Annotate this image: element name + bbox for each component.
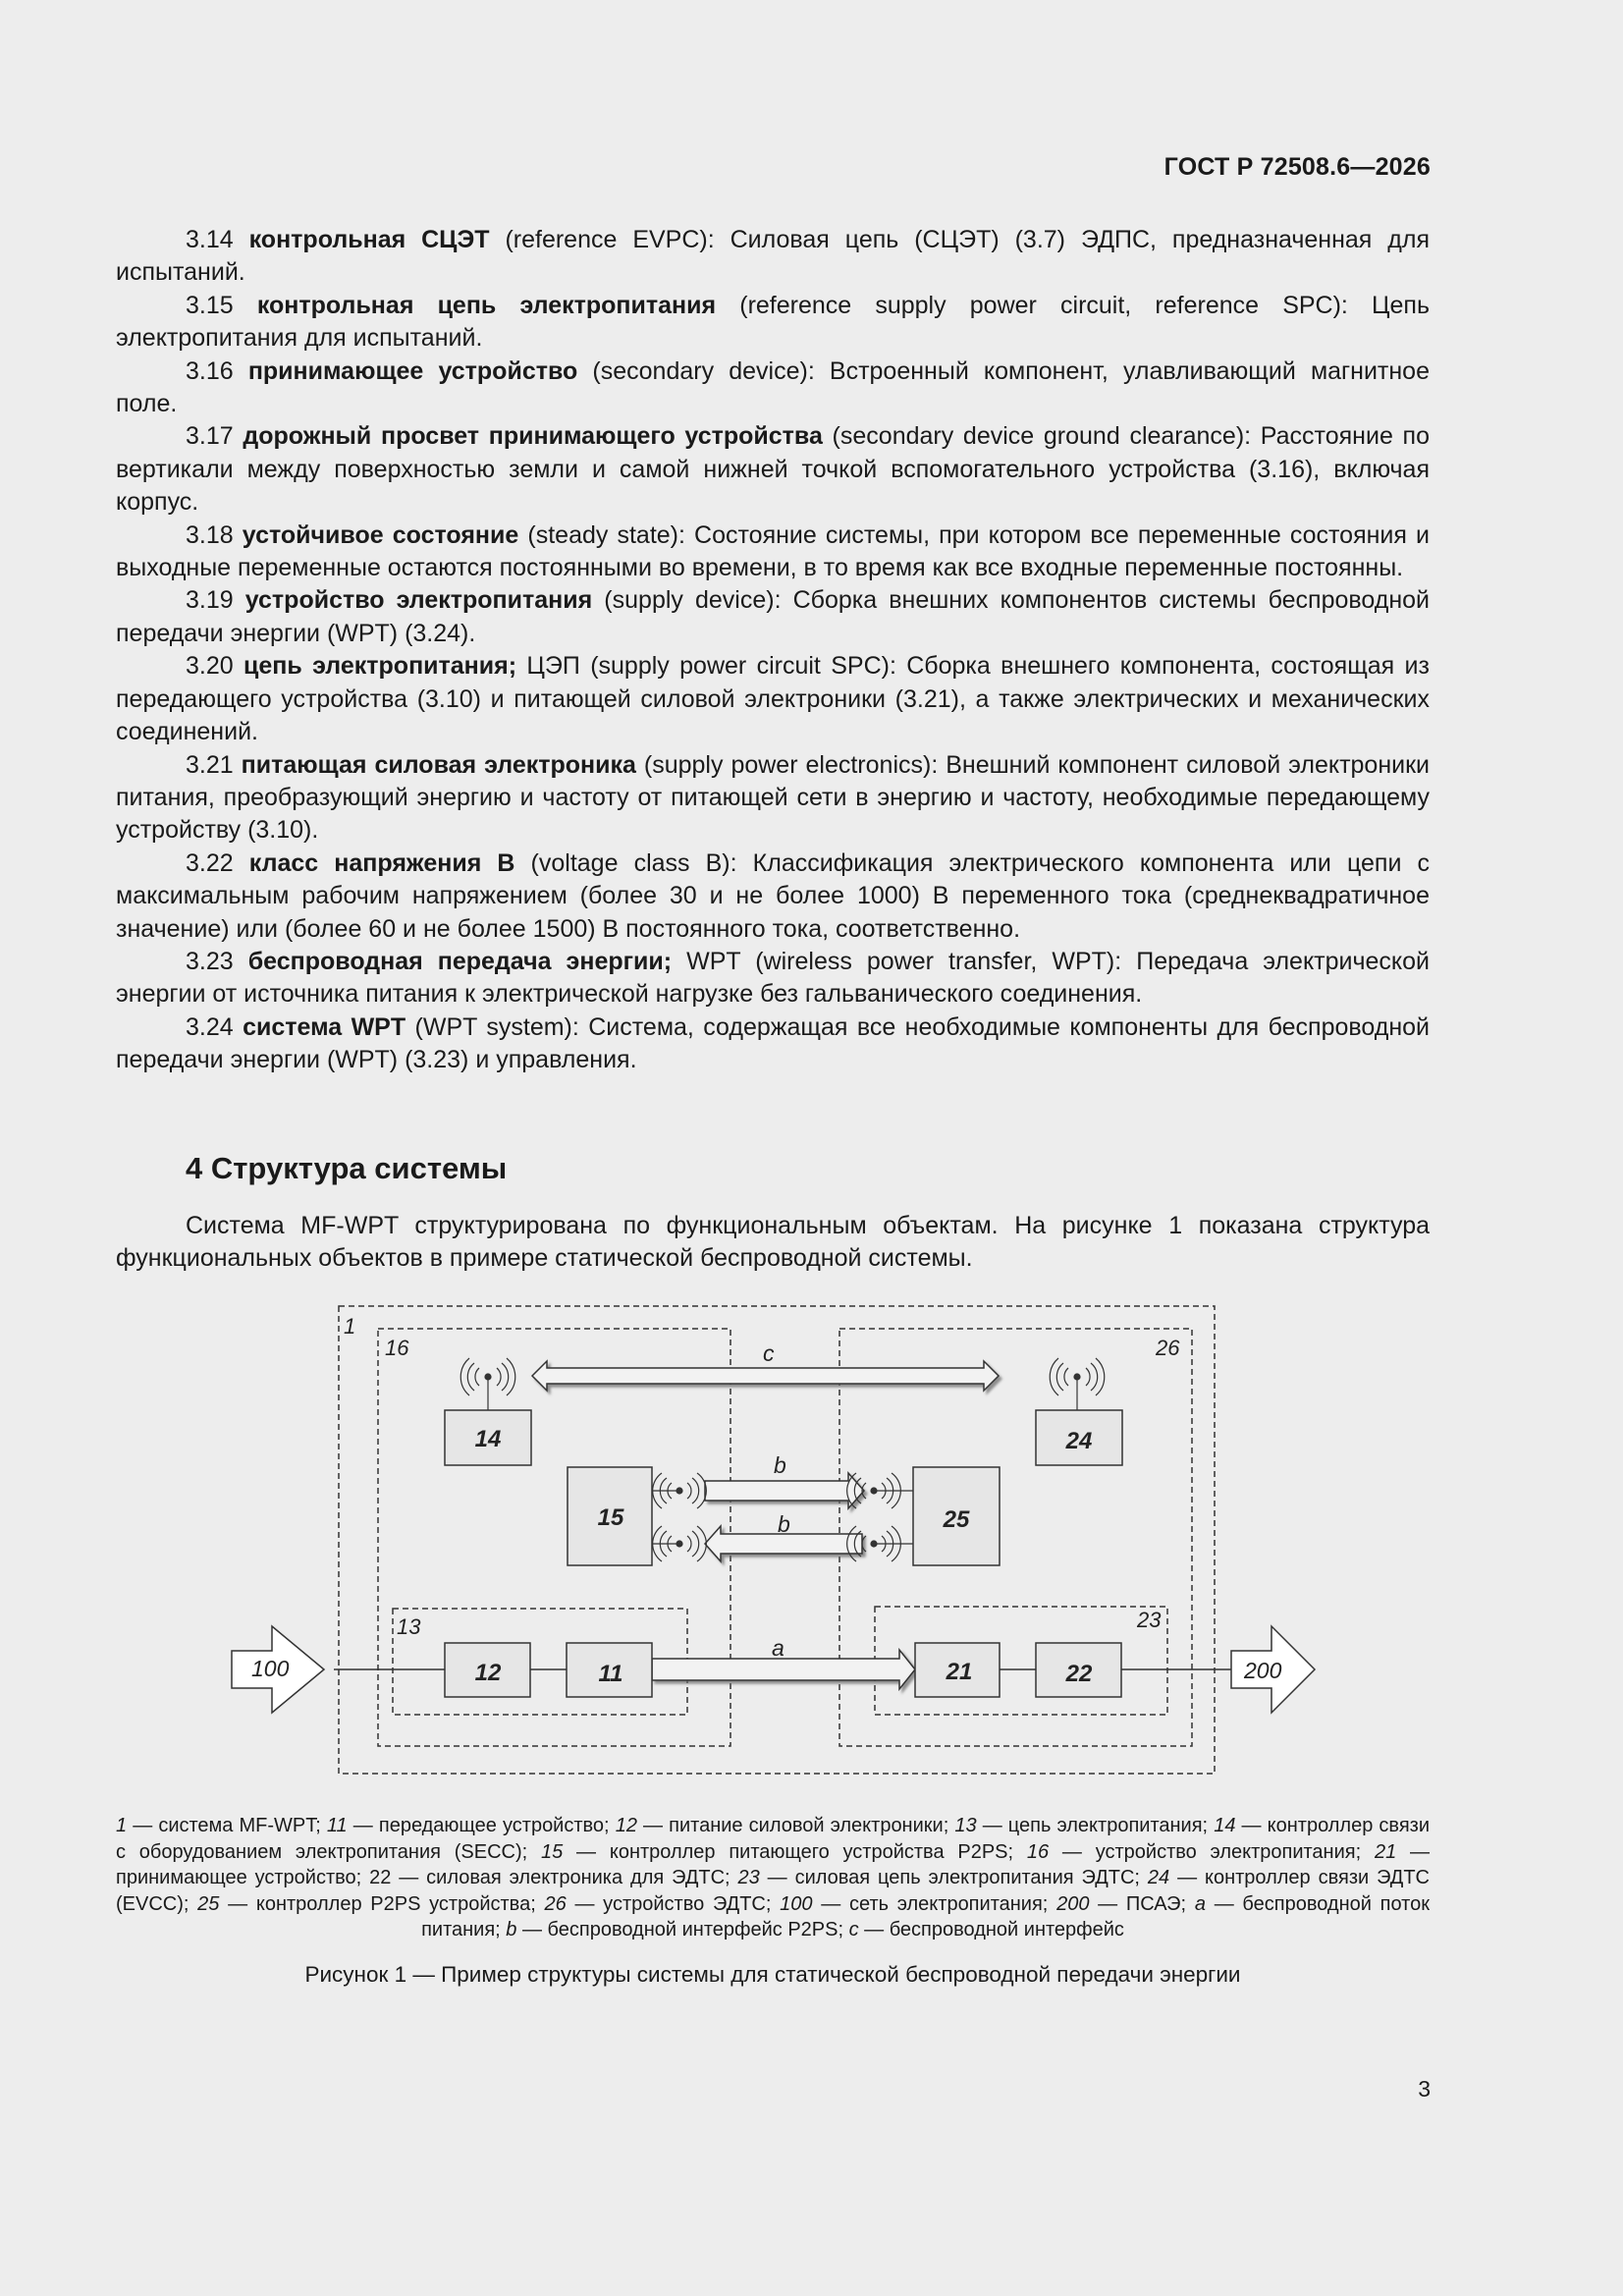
legend-text: — система MF-WPT; (127, 1815, 327, 1836)
legend-text: — передающее устройство; (347, 1815, 616, 1836)
term-number: 3.18 (186, 520, 234, 549)
legend-key: 21 (1374, 1840, 1397, 1863)
term-entry (116, 519, 1430, 585)
term-number: 3.16 (186, 356, 234, 385)
label-22: 22 (1065, 1661, 1093, 1687)
legend-text: — контроллер связи с оборудованием электропитания (SECC); (116, 1815, 1431, 1863)
term-definition: (supply device): Сборка внешних компонентов системы беспроводной передачи энергии (WPT) (3.24). (116, 586, 1430, 647)
term-name: контрольная СЦЭТ (248, 226, 490, 253)
term-definition: (WPT system): Система, содержащая все необходимые компоненты для беспроводной передачи энергии (WPT) (3.23) и управления. (116, 1012, 1430, 1074)
term-definition: ЦЭП (supply power circuit SPC): Сборка внешнего компонента, состоящая из передающего устройства (3.10) и питающей силовой электроники (3.21), а также электрических и механических соединений. (116, 652, 1430, 746)
legend-key: 13 (954, 1815, 977, 1836)
legend-text: — сеть электропитания; (812, 1892, 1057, 1915)
term-name: система WPT (243, 1012, 406, 1041)
term-number: 3.19 (186, 586, 234, 615)
term-entry (116, 1011, 1430, 1077)
term-number: 3.17 (186, 422, 234, 451)
legend-key: 12 (615, 1815, 637, 1836)
antenna-14-icon (460, 1358, 515, 1410)
legend-key: 16 (1026, 1840, 1050, 1863)
legend-text: — контроллер связи ЭДТС (EVCC); (116, 1867, 1430, 1915)
supply-device-box (378, 1329, 730, 1746)
legend-text: — устройство электропитания; (1049, 1840, 1375, 1863)
term-name: беспроводная передача энергии; (247, 947, 673, 975)
system-structure-diagram (216, 1296, 1335, 1787)
legend-key: 100 (780, 1892, 813, 1915)
legend-key: 15 (541, 1840, 564, 1863)
legend-key: a (1194, 1892, 1206, 1915)
term-name: питающая силовая электроника (241, 750, 636, 779)
term-definition: (reference EVPC): Силовая цепь (СЦЭТ) (3.7) ЭДПС, предназначенная для испытаний. (116, 226, 1430, 287)
term-entry (116, 420, 1430, 519)
legend-key: 200 (1056, 1892, 1090, 1915)
label-23: 23 (1137, 1608, 1162, 1632)
term-entry (116, 290, 1430, 355)
legend-text: — устройство ЭДТС; (566, 1892, 781, 1915)
term-name: дорожный просвет принимающего устройства (243, 422, 823, 451)
legend-text: — контроллер питающего устройства P2PS; (563, 1840, 1027, 1863)
legend-text: — цепь электропитания; (976, 1815, 1215, 1836)
figure-legend (116, 1813, 1430, 1943)
term-number: 3.21 (186, 750, 234, 779)
term-number: 3.15 (186, 291, 234, 319)
label-c: c (763, 1340, 775, 1366)
term-entry (116, 749, 1430, 847)
legend-key: b (506, 1919, 517, 1941)
antenna-24-icon (1050, 1358, 1105, 1410)
coupler-15-lower-icon (652, 1526, 706, 1561)
term-number: 3.24 (186, 1012, 234, 1041)
term-name: контрольная цепь электропитания (256, 291, 717, 319)
label-1: 1 (344, 1314, 356, 1339)
term-number: 3.20 (186, 652, 234, 681)
legend-key: 14 (1214, 1815, 1236, 1836)
legend-key: 1 (116, 1815, 128, 1836)
label-200: 200 (1244, 1658, 1282, 1683)
term-name: цепь электропитания; (243, 652, 517, 681)
label-a: a (772, 1635, 784, 1661)
legend-key: 24 (1147, 1867, 1170, 1889)
term-number: 3.23 (186, 947, 234, 975)
section-title: 4 Структура системы (186, 1151, 508, 1185)
label-11: 11 (598, 1661, 623, 1687)
term-definition: (reference supply power circuit, reference SPC): Цепь электропитания для испытаний. (116, 291, 1430, 353)
label-b-lower: b (778, 1511, 790, 1537)
term-entry (116, 650, 1430, 748)
intro-paragraph: Система MF-WPT структурирована по функциональным объектам. На рисунке 1 показана структура функциональных объектов в примере статической беспроводной системы. (116, 1212, 1430, 1273)
term-name: принимающее устройство (247, 356, 578, 385)
legend-text: — ПСАЭ; (1089, 1892, 1195, 1915)
label-15: 15 (597, 1504, 624, 1531)
term-definition: WPT (wireless power transfer, WPT): Передача электрической энергии от источника питания к электрической нагрузке без гальванического соединения. (116, 947, 1431, 1009)
term-number: 3.14 (186, 226, 234, 253)
term-name: устройство электропитания (244, 586, 593, 615)
legend-key: c (848, 1919, 859, 1941)
label-16: 16 (385, 1336, 409, 1360)
term-entry (116, 847, 1430, 946)
term-definition: (supply power electronics): Внешний компонент силовой электроники питания, преобразующий энергию и частоту от питающей сети в энергию и частоту, необходимые передающему устройству (3.10). (116, 750, 1430, 845)
legend-key: 25 (197, 1892, 220, 1915)
legend-key: 11 (326, 1815, 348, 1836)
legend-text: — силовая цепь электропитания ЭДТС; (759, 1867, 1148, 1889)
legend-text: — беспроводной интерфейс (858, 1919, 1124, 1941)
legend-text: — беспроводной поток питания; (421, 1892, 1430, 1941)
term-entry (116, 224, 1430, 290)
label-25: 25 (943, 1506, 970, 1533)
label-14: 14 (474, 1426, 502, 1452)
terms-list (116, 224, 1430, 1077)
legend-key: 23 (737, 1867, 760, 1889)
label-13: 13 (397, 1614, 421, 1639)
label-24: 24 (1065, 1428, 1093, 1454)
standard-code-header: ГОСТ Р 72508.6—2026 (1163, 153, 1431, 181)
term-entry (116, 946, 1430, 1011)
label-b-upper: b (774, 1452, 786, 1478)
label-26: 26 (1156, 1336, 1180, 1360)
label-100: 100 (251, 1656, 290, 1681)
legend-text: — беспроводной интерфейс P2PS; (516, 1919, 849, 1941)
term-definition: (voltage class B): Классификация электрического компонента или цепи с максимальным рабочим напряжением (более 30 и не более 1000) В переменного тока (среднеквадратичное значение) или (более 60 и не более 1500) В постоянного тока, соответственно. (116, 848, 1431, 943)
page-number: 3 (1418, 2076, 1431, 2102)
term-entry (116, 584, 1430, 650)
term-definition: (secondary device ground clearance): Расстояние по вертикали между поверхностью земли и самой нижней точкой вспомогательного устройства (3.16), включая корпус. (116, 422, 1430, 517)
term-number: 3.22 (186, 848, 234, 877)
label-12: 12 (474, 1660, 502, 1686)
term-entry (116, 355, 1430, 421)
legend-key: 26 (544, 1892, 567, 1915)
term-definition: (secondary device): Встроенный компонент, улавливающий магнитное поле. (116, 356, 1430, 418)
term-definition: (steady state): Состояние системы, при котором все переменные состояния и выходные переменные остаются постоянными во времени, в то время как все входные переменные постоянны. (116, 520, 1430, 582)
figure-caption: Рисунок 1 — Пример структуры системы для статической беспроводной передачи энергии (304, 1962, 1241, 1987)
term-name: устойчивое состояние (242, 520, 519, 549)
term-name: класс напряжения В (248, 848, 515, 877)
label-21: 21 (946, 1659, 973, 1685)
legend-text: — принимающее устройство; 22 — силовая электроника для ЭДТС; (116, 1840, 1430, 1889)
legend-text: — питание силовой электроники; (636, 1815, 955, 1836)
legend-text: — контроллер P2PS устройства; (219, 1892, 545, 1915)
coupler-15-upper-icon (652, 1473, 706, 1508)
